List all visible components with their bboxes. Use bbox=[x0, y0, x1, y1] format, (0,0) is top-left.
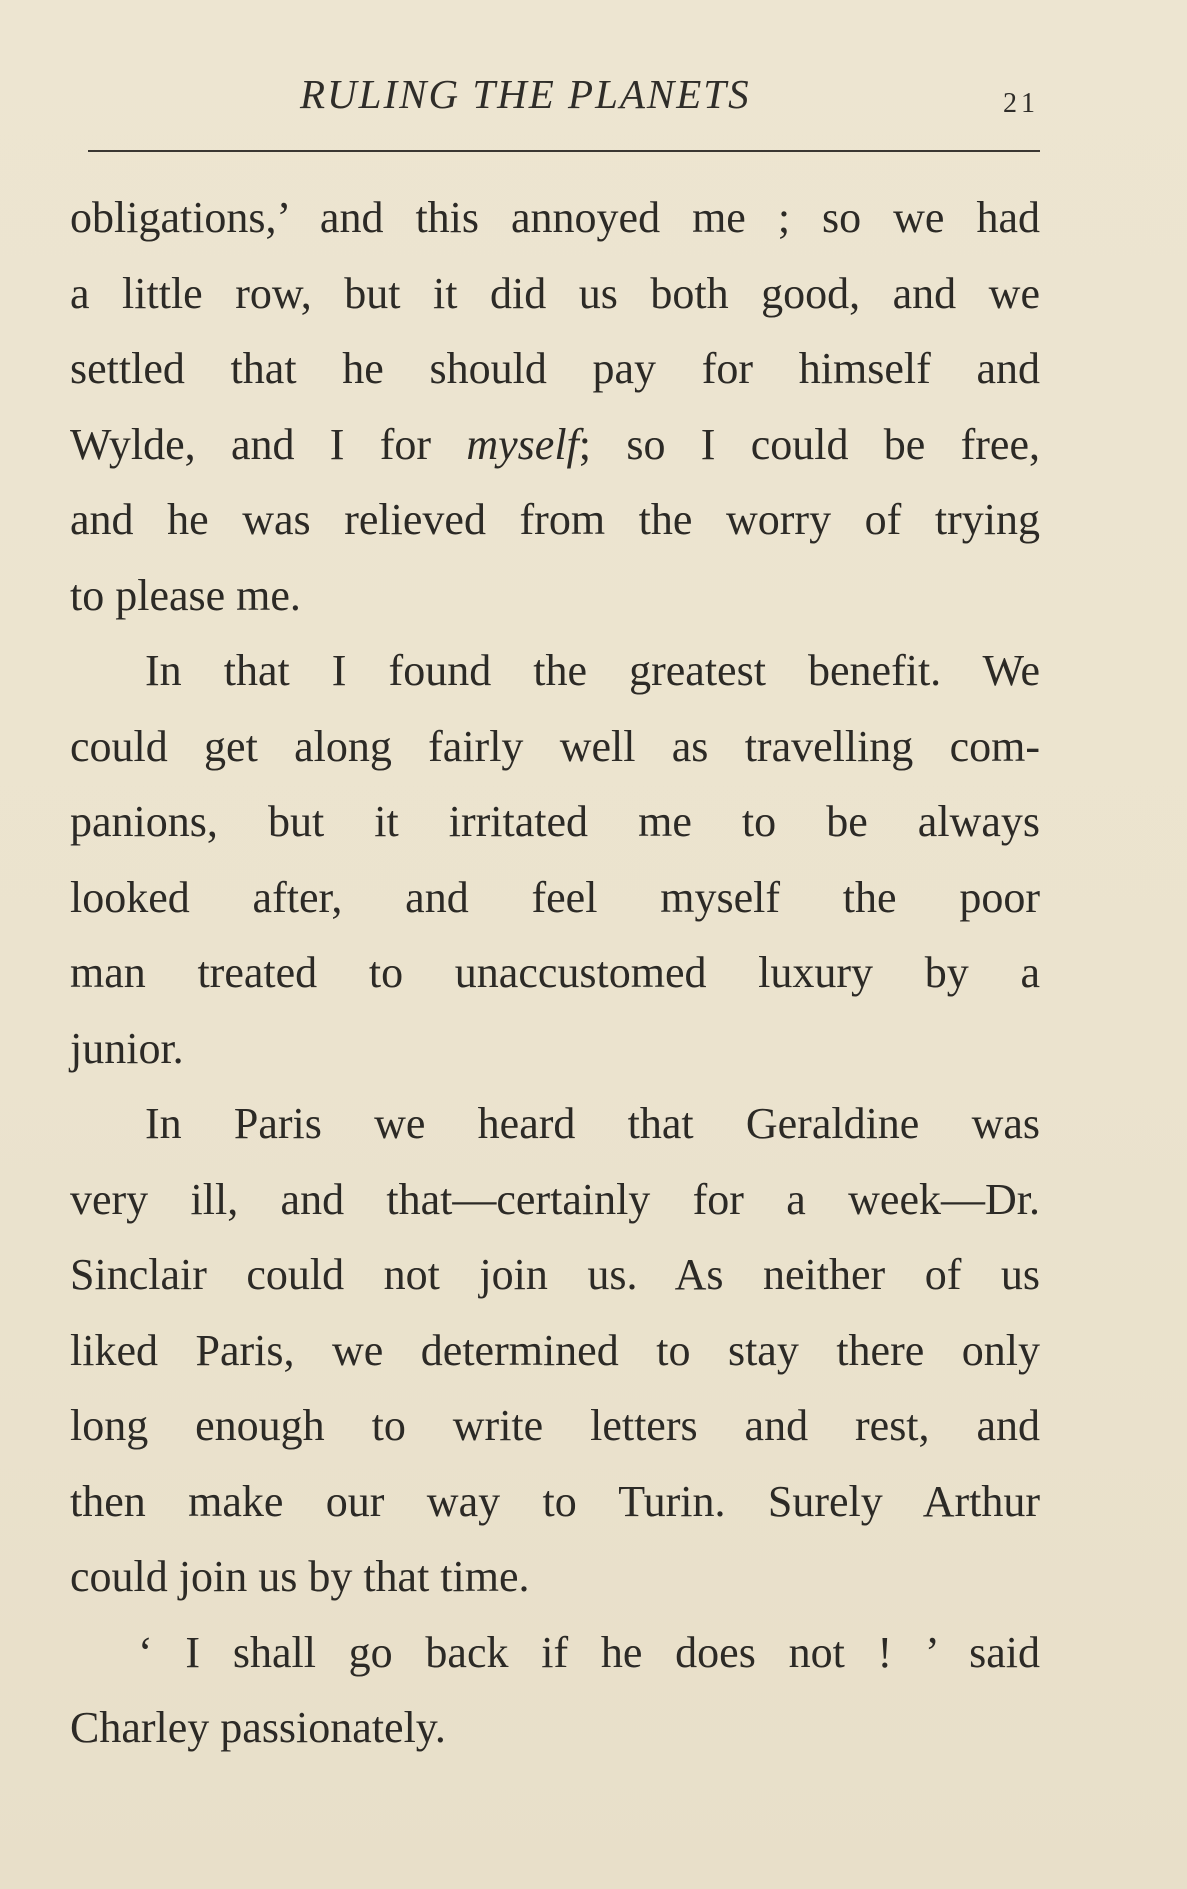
text-line: to please me. bbox=[70, 570, 301, 620]
text-line: man treated to unaccustomed luxury by a bbox=[70, 948, 1040, 997]
body-text bbox=[70, 180, 1040, 1766]
text-line: a little row, but it did us both good, and we bbox=[70, 268, 1040, 318]
header-rule bbox=[88, 150, 1040, 152]
text-segment: ; so I could be free, bbox=[578, 419, 1040, 469]
italic-word: myself bbox=[466, 419, 579, 469]
paragraph-first-line: In that I found the greatest benefit. We bbox=[145, 646, 1040, 695]
text-line: obligations,’ and this annoyed me ; so we had bbox=[70, 193, 1040, 242]
text-line: looked after, and feel myself the poor bbox=[70, 872, 1040, 922]
paragraph-first-line: ‘ I shall go back if he does not ! ’ said bbox=[138, 1627, 1040, 1677]
text-line-with-italic bbox=[70, 407, 1040, 483]
text-line: liked Paris, we determined to stay there only bbox=[70, 1325, 1040, 1375]
page-number: 21 bbox=[1003, 88, 1039, 119]
text-line: junior. bbox=[70, 1023, 184, 1073]
text-line: very ill, and that—certainly for a week—Dr. bbox=[70, 1174, 1040, 1224]
text-line: settled that he should pay for himself and bbox=[70, 344, 1040, 393]
text-line: panions, but it irritated me to be always bbox=[70, 797, 1040, 846]
text-line: Charley passionately. bbox=[70, 1703, 446, 1752]
text-line: then make our way to Turin. Surely Arthur bbox=[70, 1476, 1040, 1526]
text-line: long enough to write letters and rest, and bbox=[70, 1401, 1040, 1450]
text-line: and he was relieved from the worry of trying bbox=[70, 495, 1040, 544]
text-line: could join us by that time. bbox=[70, 1552, 530, 1601]
text-line: could get along fairly well as travelling com- bbox=[70, 721, 1040, 771]
paragraph-first-line: In Paris we heard that Geraldine was bbox=[145, 1099, 1040, 1148]
text-line: Sinclair could not join us. As neither of us bbox=[70, 1250, 1040, 1299]
running-head: RULING THE PLANETS bbox=[300, 71, 751, 117]
text-segment: Wylde, and I for bbox=[70, 419, 467, 469]
